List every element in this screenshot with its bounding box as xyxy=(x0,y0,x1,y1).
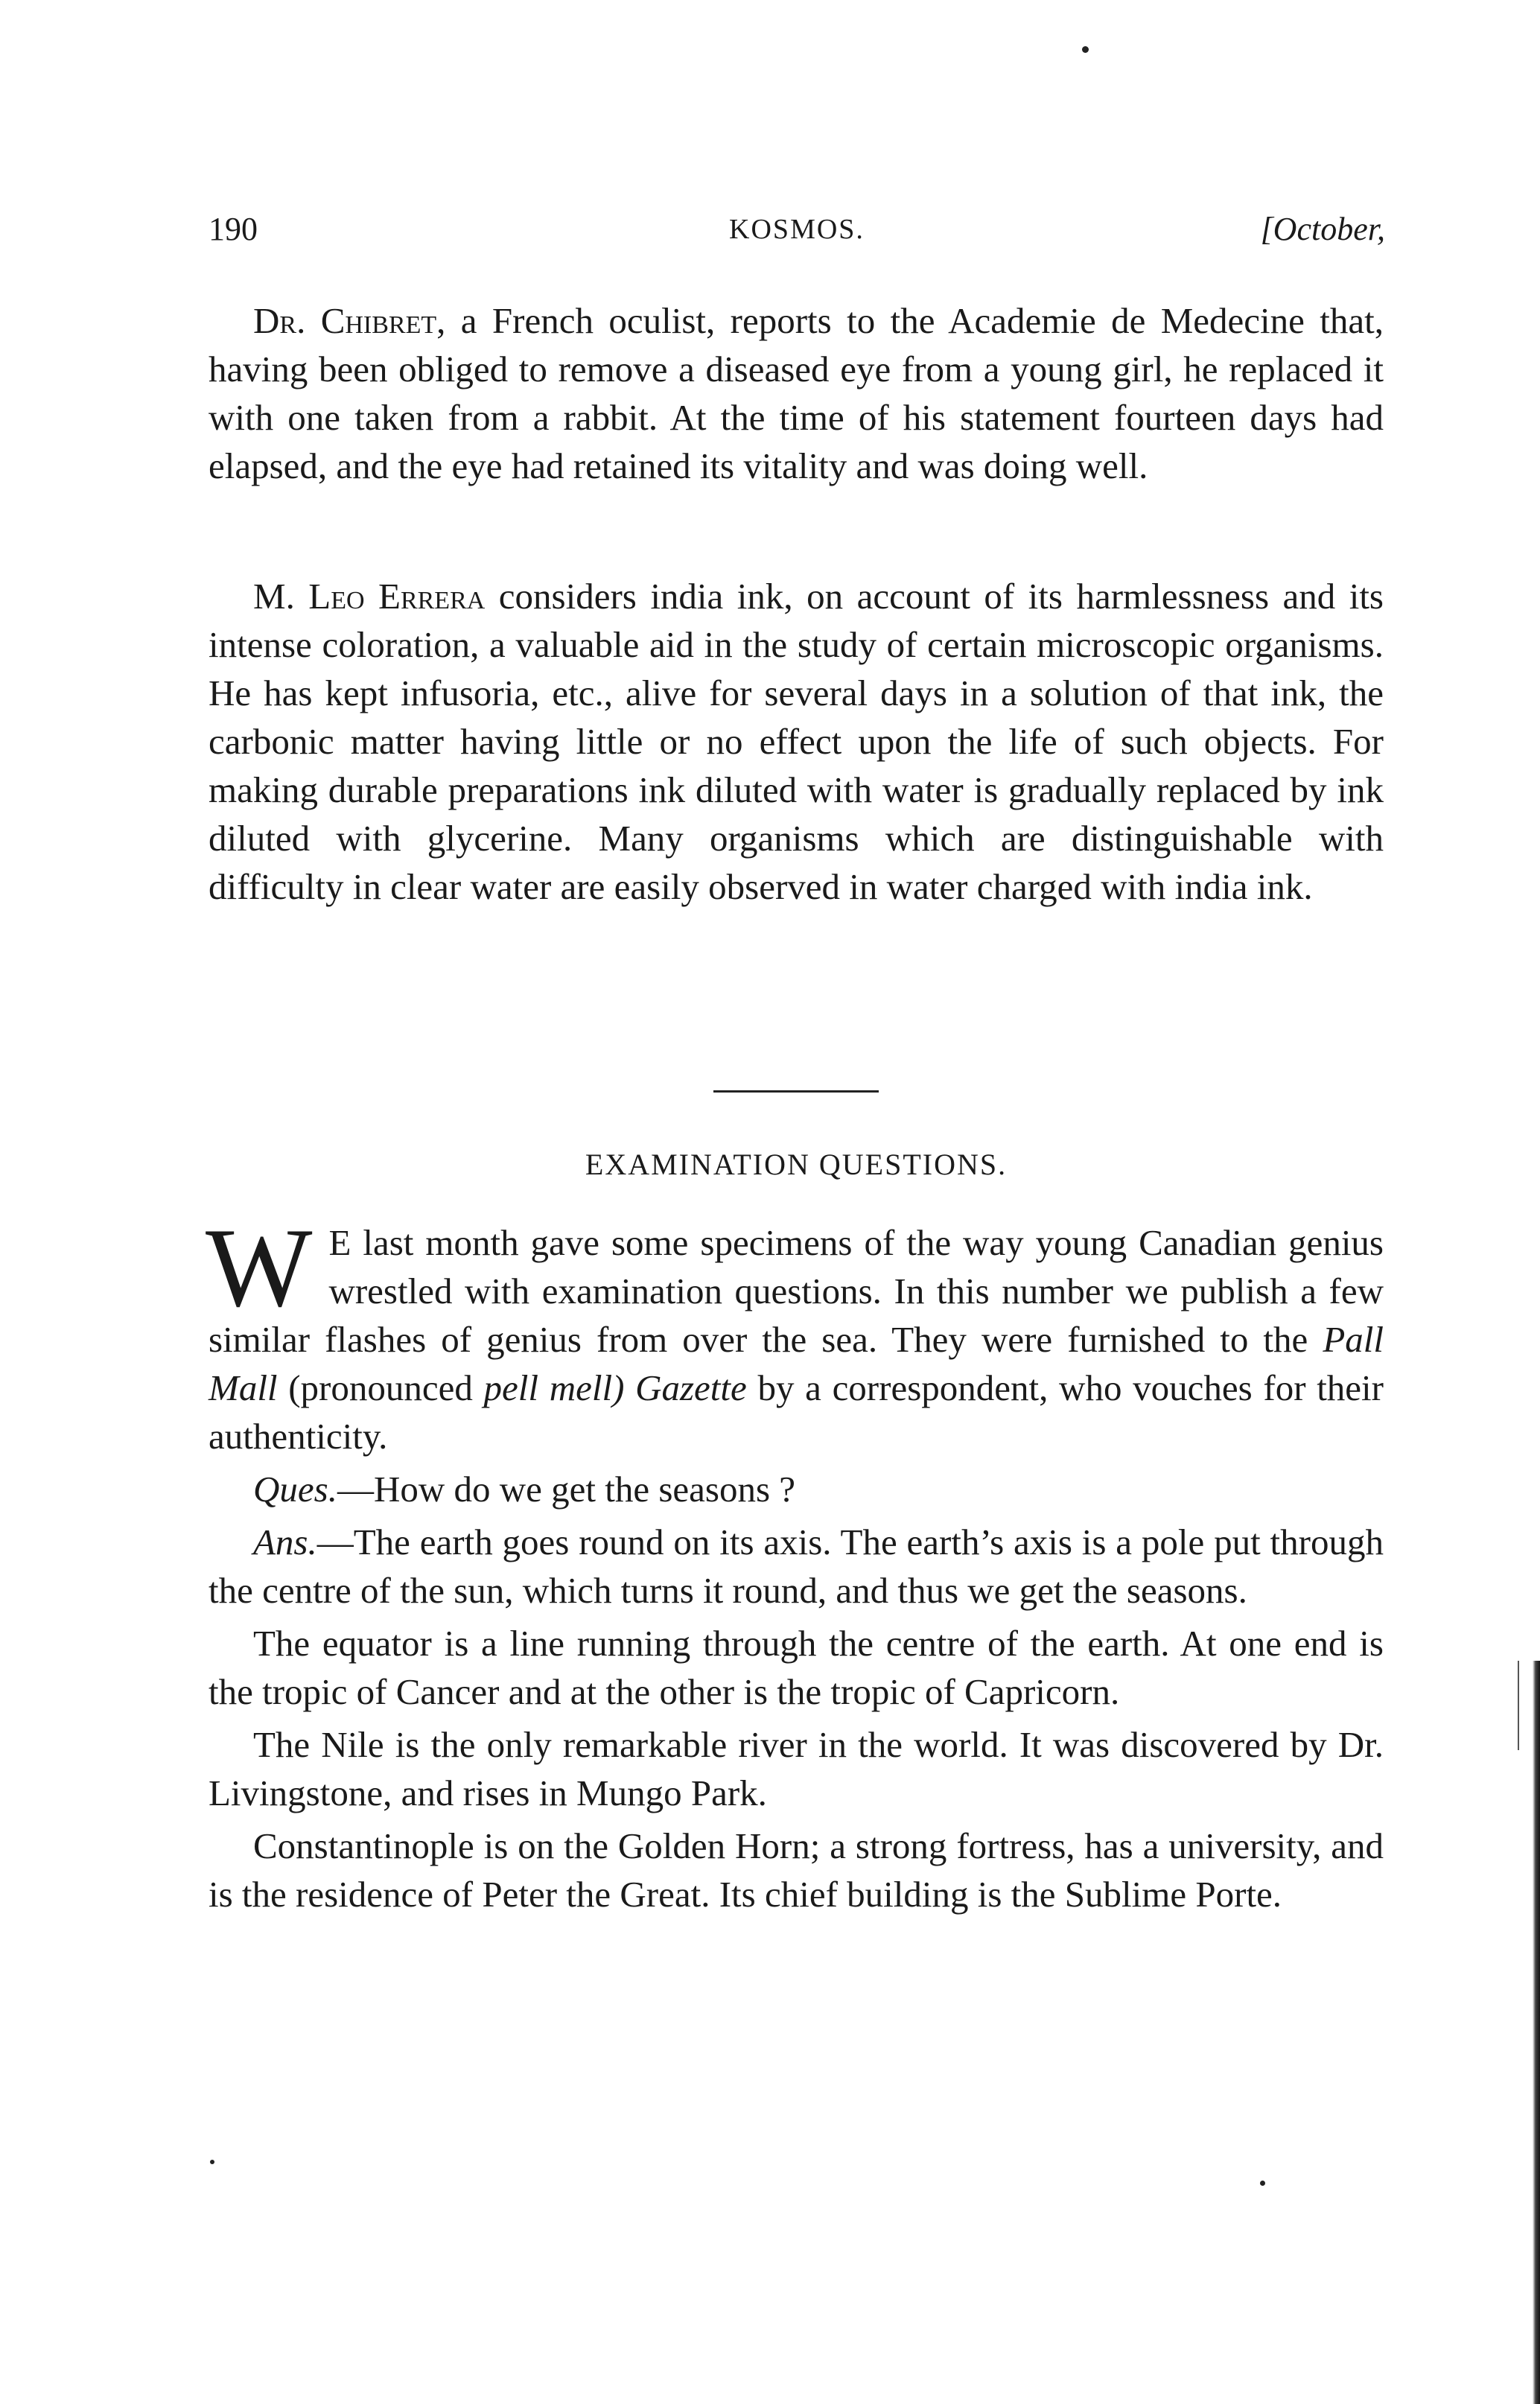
publication-name: Pall Mall xyxy=(209,1319,1384,1408)
examination-questions xyxy=(206,1205,1384,1918)
answer-constantinople: Constantinople is on the Golden Horn; a strong fortress, has a university, and is the residence of Peter the Great. Its chief building is the Sublime Porte. xyxy=(209,1825,1384,1915)
running-title: KOSMOS. xyxy=(729,214,865,245)
running-month: [October, xyxy=(1260,211,1385,247)
drop-cap: W xyxy=(206,1205,313,1330)
scan-edge-shadow xyxy=(1533,1661,1540,2404)
paragraph xyxy=(209,296,1384,490)
answer-label: Ans. xyxy=(253,1521,317,1562)
answer: Ans.—The earth goes round on its axis. The earth’s axis is a pole put through the centre of the sun, which turns it round, and thus we get the seasons. xyxy=(209,1521,1384,1611)
intro-paragraph: W E last month gave some specimens of the way young Canadian genius wrestled with examination questions. In this number we publish a few similar flashes of genius from over the sea. They were furnished to the Pall Mall (pronounced pell mell) Gazette by a correspondent, who vouches for their authenticity. xyxy=(206,1205,1384,1457)
ink-speck xyxy=(1082,46,1089,53)
publication-name: Gazette xyxy=(635,1367,747,1408)
page-header xyxy=(209,210,1385,262)
page-number: 190 xyxy=(209,211,258,247)
ink-speck xyxy=(1260,2181,1265,2186)
person-name: M. Leo Errera xyxy=(253,576,486,617)
paragraph-text: , a French oculist, reports to the Academie de Medecine that, having been obliged to remove a diseased eye from a young girl, he replaced it with one taken from a rabbit. At the time of his statement fourteen days had elapsed, and the eye had retained its vitality and was doing well. xyxy=(209,300,1384,486)
answer-equator: The equator is a line running through the centre of the earth. At one end is the tropic of Cancer and at the other is the tropic of Capricorn. xyxy=(209,1623,1384,1712)
answer-nile: The Nile is the only remarkable river in the world. It was discovered by Dr. Livingstone, and rises in Mungo Park. xyxy=(209,1724,1384,1813)
article-chibret xyxy=(209,296,1384,490)
article-errera xyxy=(209,572,1384,911)
question-label: Ques. xyxy=(253,1469,337,1510)
scan-edge-line xyxy=(1518,1661,1519,1750)
ink-speck xyxy=(210,2160,214,2164)
question: Ques.—How do we get the seasons ? xyxy=(253,1469,796,1510)
paragraph-text: considers india ink, on account of its harmlessness and its intense coloration, a valuable aid in the study of certain microscopic organisms. He has kept infusoria, etc., alive for several days in a solution of that ink, the carbonic matter having little or no effect upon the life of such objects. For making durable preparations ink diluted with water is gradually replaced by ink diluted with glycerine. Many organisms which are distinguishable with difficulty in clear water are easily observed in water charged with india ink. xyxy=(209,576,1384,907)
paragraph xyxy=(209,572,1384,911)
section-title: EXAMINATION QUESTIONS. xyxy=(585,1148,1008,1181)
person-name: Dr. Chibret xyxy=(253,300,437,341)
section-divider xyxy=(713,1090,879,1093)
